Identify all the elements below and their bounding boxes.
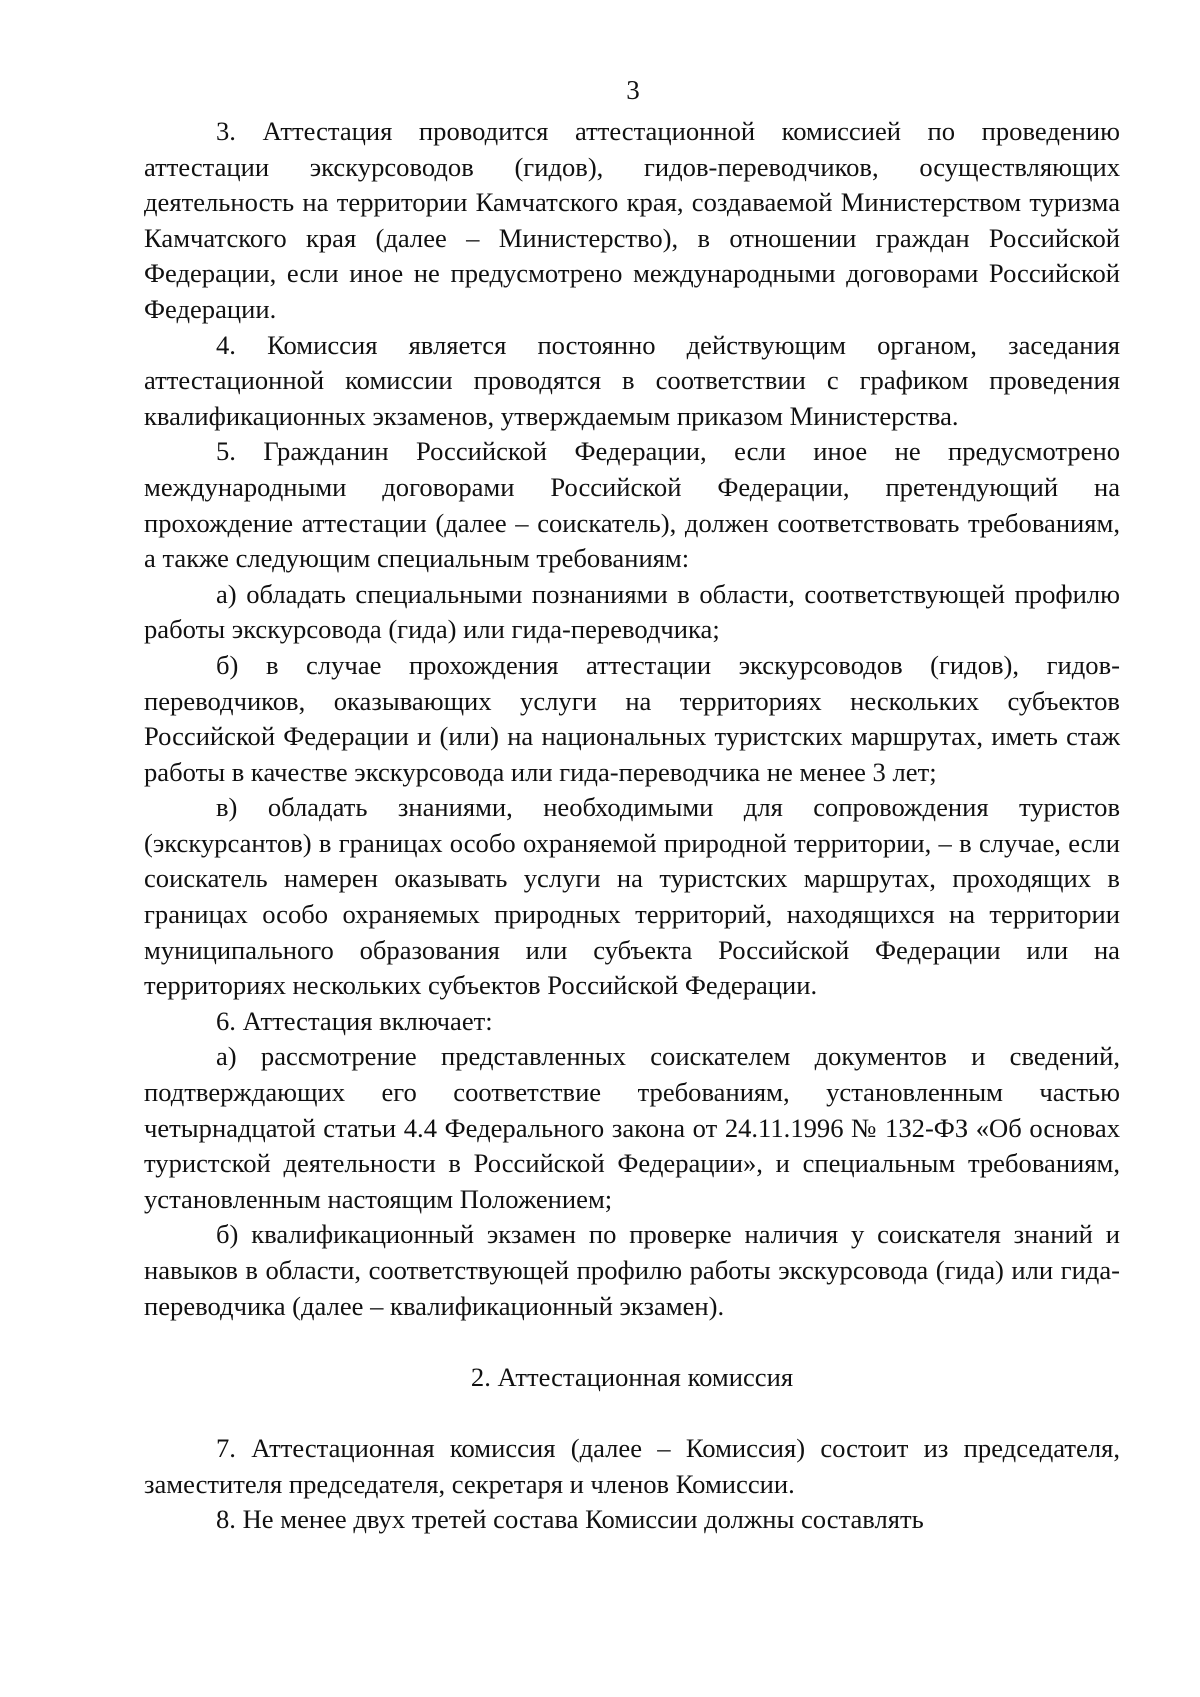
paragraph-item-7: 7. Аттестационная комиссия (далее – Комиссия) состоит из председателя, заместителя председателя, секретаря и членов Комиссии. <box>144 1432 1120 1499</box>
paragraph-item-8: 8. Не менее двух третей состава Комиссии должны составлять <box>216 1504 924 1535</box>
paragraph-item-4: 4. Комиссия является постоянно действующим органом, заседания аттестационной комиссии проводятся в соответствии с графиком проведения квалификационных экзаменов, утверждаемым приказом Министерства. <box>144 329 1120 431</box>
paragraph-subitem-5a: а) обладать специальными познаниями в области, соответствующей профилю работы экскурсовода (гида) или гида-переводчика; <box>144 578 1120 645</box>
section-heading: 2. Аттестационная комиссия <box>470 1361 794 1392</box>
paragraph-item-6: 6. Аттестация включает: <box>216 1005 493 1036</box>
paragraph-item-5: 5. Гражданин Российской Федерации, если иное не предусмотрено международными договорами Российской Федерации, претендующий на прохождение аттестации (далее – соискатель), должен соответствовать требованиям, а также следующим специальным требованиям: <box>144 436 1120 574</box>
paragraph-subitem-5b: б) в случае прохождения аттестации экскурсоводов (гидов), гидов-переводчиков, оказывающих услуги на территориях нескольких субъектов Российской Федерации и (или) на национальных туристских маршрутах, иметь стаж работы в качестве экскурсовода или гида-переводчика не менее 3 лет; <box>144 649 1120 787</box>
paragraph-subitem-5v: в) обладать знаниями, необходимыми для сопровождения туристов (экскурсантов) в границах особо охраняемой природной территории, – в случае, если соискатель намерен оказывать услуги на туристских маршрутах, проходящих в границах особо охраняемых природных территорий, находящихся на территории муниципального образования или субъекта Российской Федерации или на территориях нескольких субъектов Российской Федерации. <box>144 792 1120 1001</box>
paragraph-subitem-6a: а) рассмотрение представленных соискателем документов и сведений, подтверждающих его соответствие требованиям, установленным частью четырнадцатой статьи 4.4 Федерального закона от 24.11.1996 № 132-ФЗ «Об основах туристской деятельности в Российской Федерации», и специальным требованиям, установленным настоящим Положением; <box>144 1041 1120 1214</box>
document-body <box>144 114 1120 1538</box>
page-number: 3 <box>626 75 640 105</box>
paragraph-subitem-6b: б) квалификационный экзамен по проверке наличия у соискателя знаний и навыков в области, соответствующей профилю работы экскурсовода (гида) или гида-переводчика (далее – квалификационный экзамен). <box>144 1219 1120 1321</box>
paragraph-item-3: 3. Аттестация проводится аттестационной комиссией по проведению аттестации экскурсоводов (гидов), гидов-переводчиков, осуществляющих деятельность на территории Камчатского края, создаваемой Министерством туризма Камчатского края (далее – Министерство), в отношении граждан Российской Федерации, если иное не предусмотрено международными договорами Российской Федерации. <box>144 116 1120 324</box>
